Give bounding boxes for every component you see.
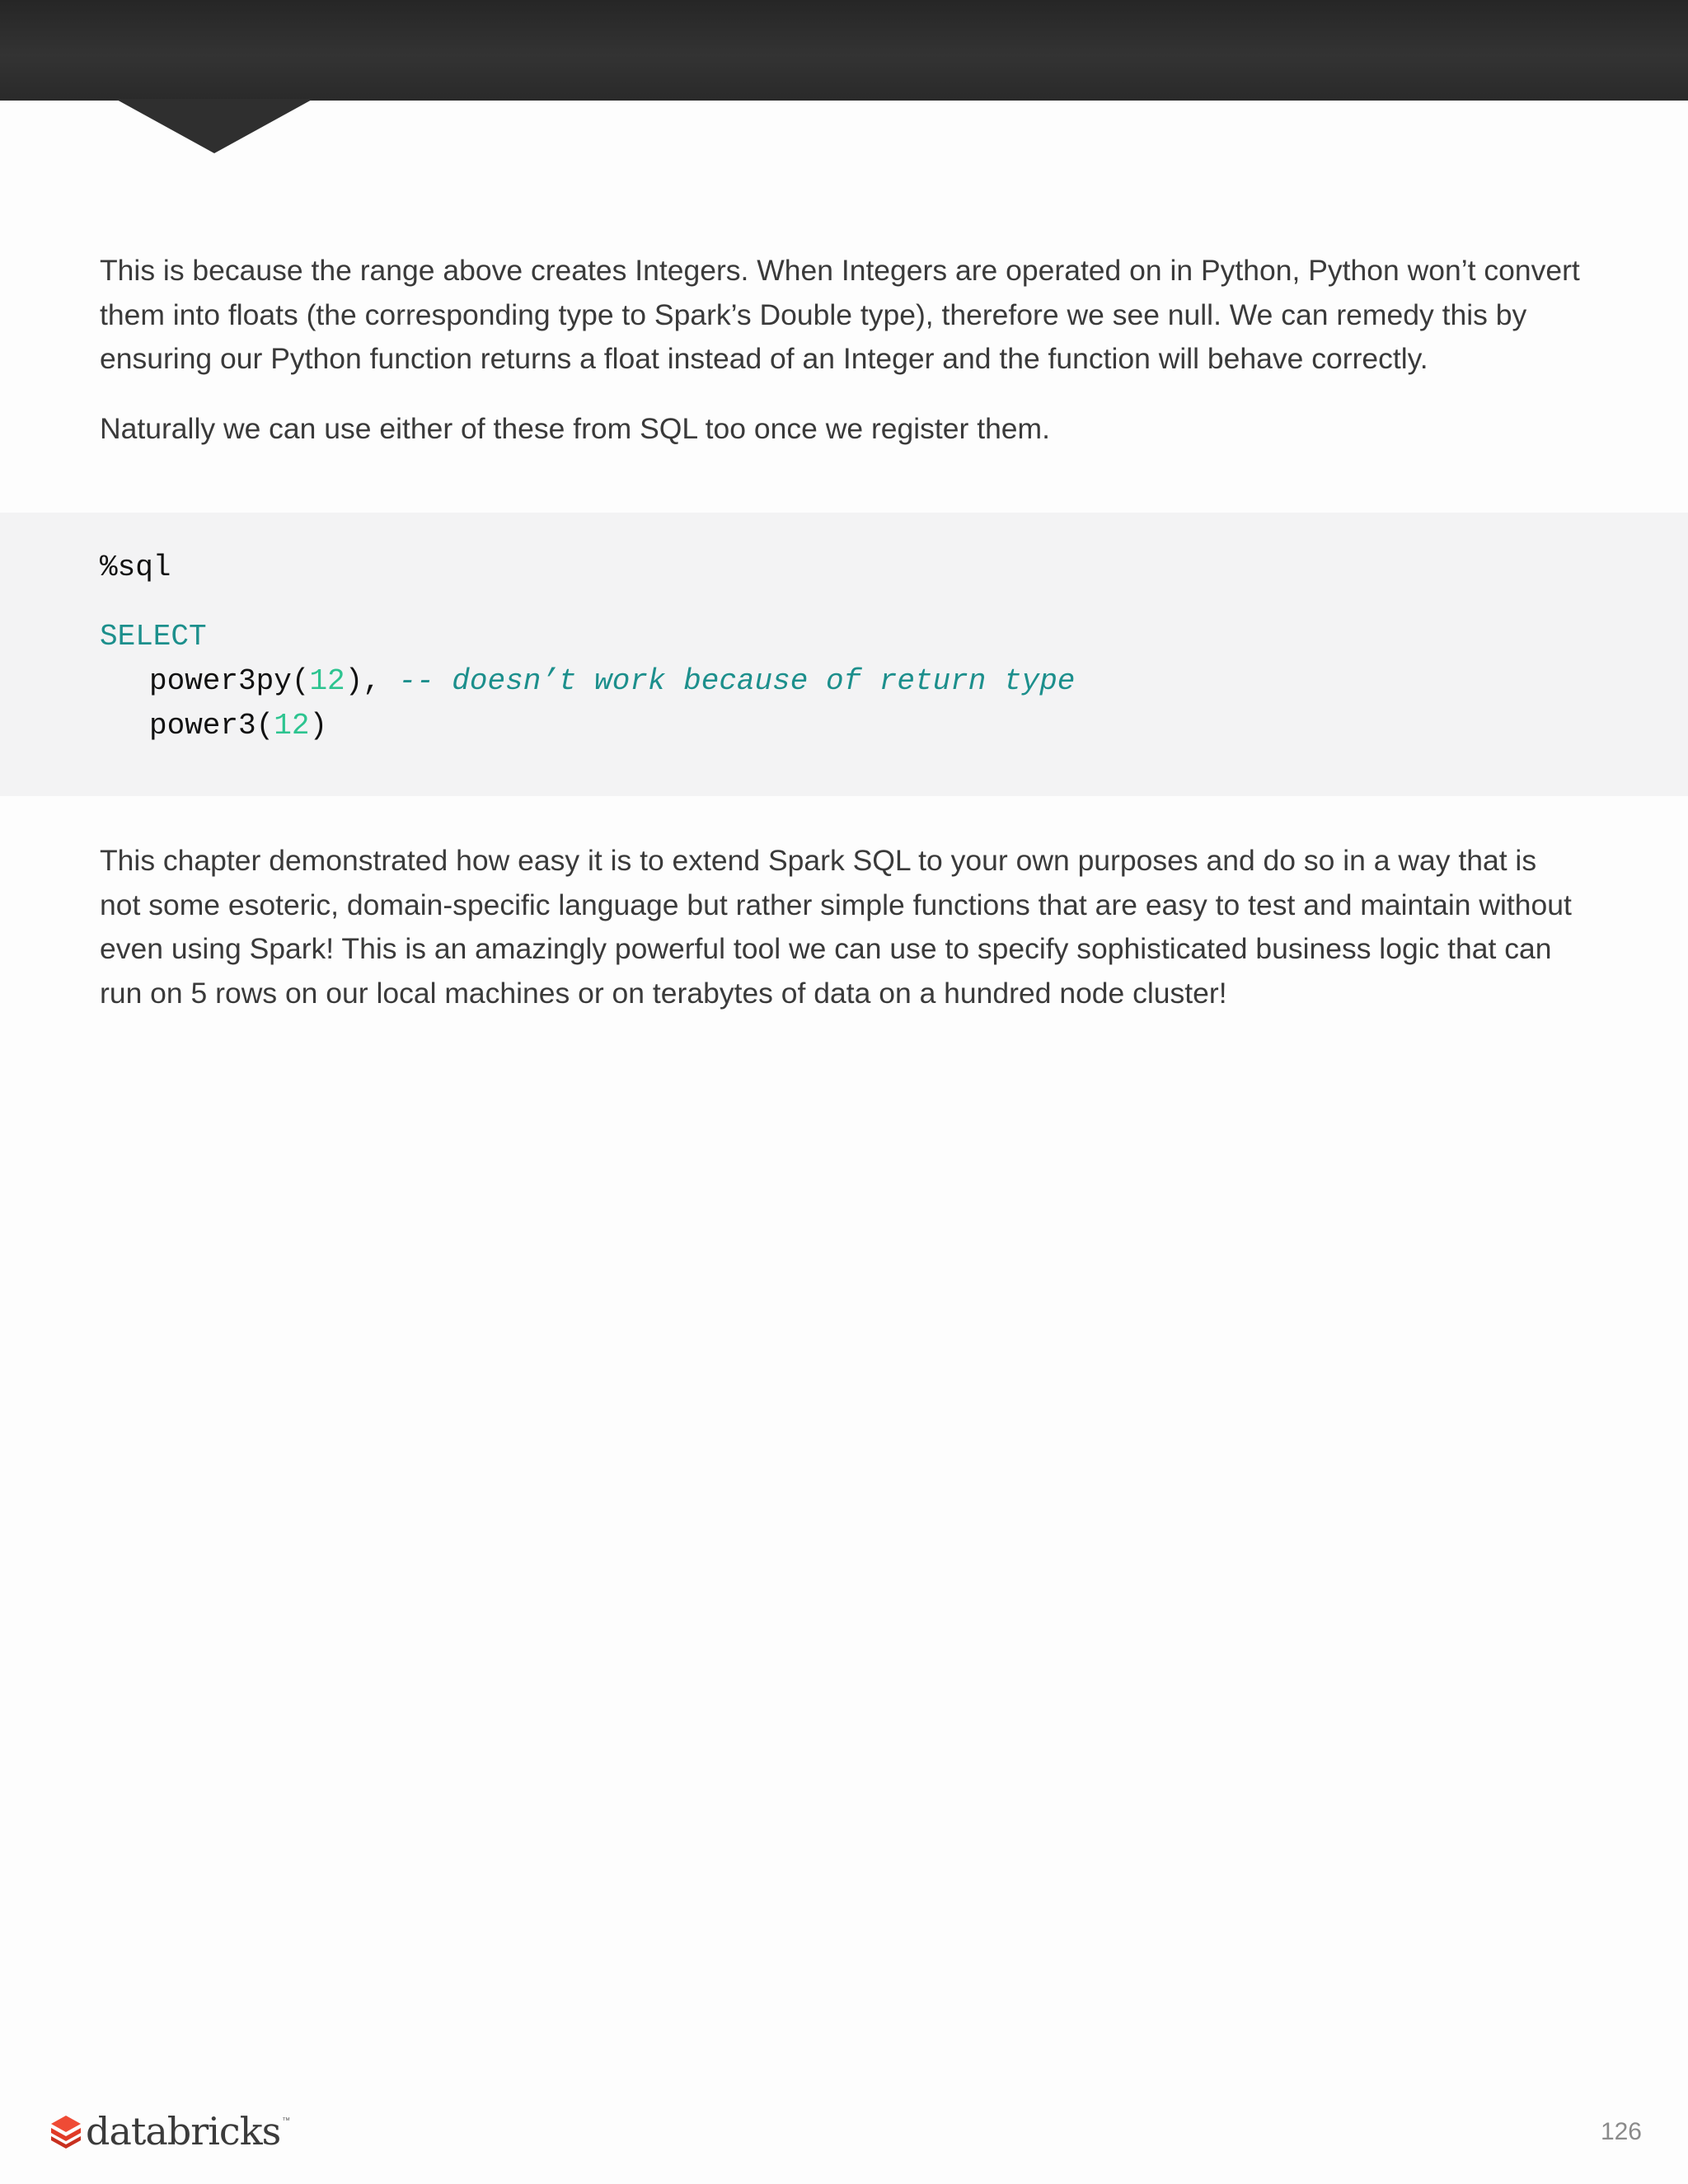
code-punctuation: ) [309, 709, 328, 743]
code-keyword-select: SELECT [100, 620, 207, 654]
code-line-magic [100, 546, 171, 590]
logo-trademark: ™ [282, 2116, 291, 2125]
paragraph-text: Naturally we can use either of these from SQL too once we register them. [100, 412, 1050, 445]
paragraph-chapter-summary [100, 839, 1583, 1015]
page-number: 126 [1600, 2118, 1642, 2145]
paragraph-text: This is because the range above creates Integers. When Integers are operated on in Python, Python won’t convert them into floats (the corresponding type to Spark’s Double type), therefore we see null. We can remedy this by ensuring our Python function returns a float instead of an Integer and the function will behave correctly. [100, 254, 1580, 375]
paragraph-sql-usage [100, 407, 1583, 452]
paragraph-text: This chapter demonstrated how easy it is to extend Spark SQL to your own purposes and do so in a way that is not some esoteric, domain-specific language but rather simple functions that are easy to test and maintain without even using Spark! This is an amazingly powerful tool we can use to specify sophisticated business logic that can run on 5 rows on our local machines or on terabytes of data on a hundred node cluster! [100, 844, 1572, 1010]
code-comment: -- doesn’t work because of return type [398, 664, 1076, 698]
code-line-power3 [100, 704, 327, 748]
header-notch [0, 99, 330, 158]
code-block [0, 513, 1688, 796]
header-band [0, 0, 1688, 101]
logo-wordmark: databricks [86, 2109, 281, 2154]
code-function-power3: power3( [149, 709, 274, 743]
code-punctuation: ), [345, 664, 399, 698]
databricks-logo [49, 2107, 290, 2156]
code-magic: %sql [100, 551, 171, 584]
paragraph-return-type-explanation [100, 249, 1583, 382]
code-function-power3py: power3py( [149, 664, 310, 698]
code-line-select [100, 615, 207, 659]
code-number: 12 [309, 664, 345, 698]
code-line-power3py [100, 659, 1075, 704]
code-number: 12 [274, 709, 310, 743]
databricks-logo-icon [49, 2114, 82, 2149]
